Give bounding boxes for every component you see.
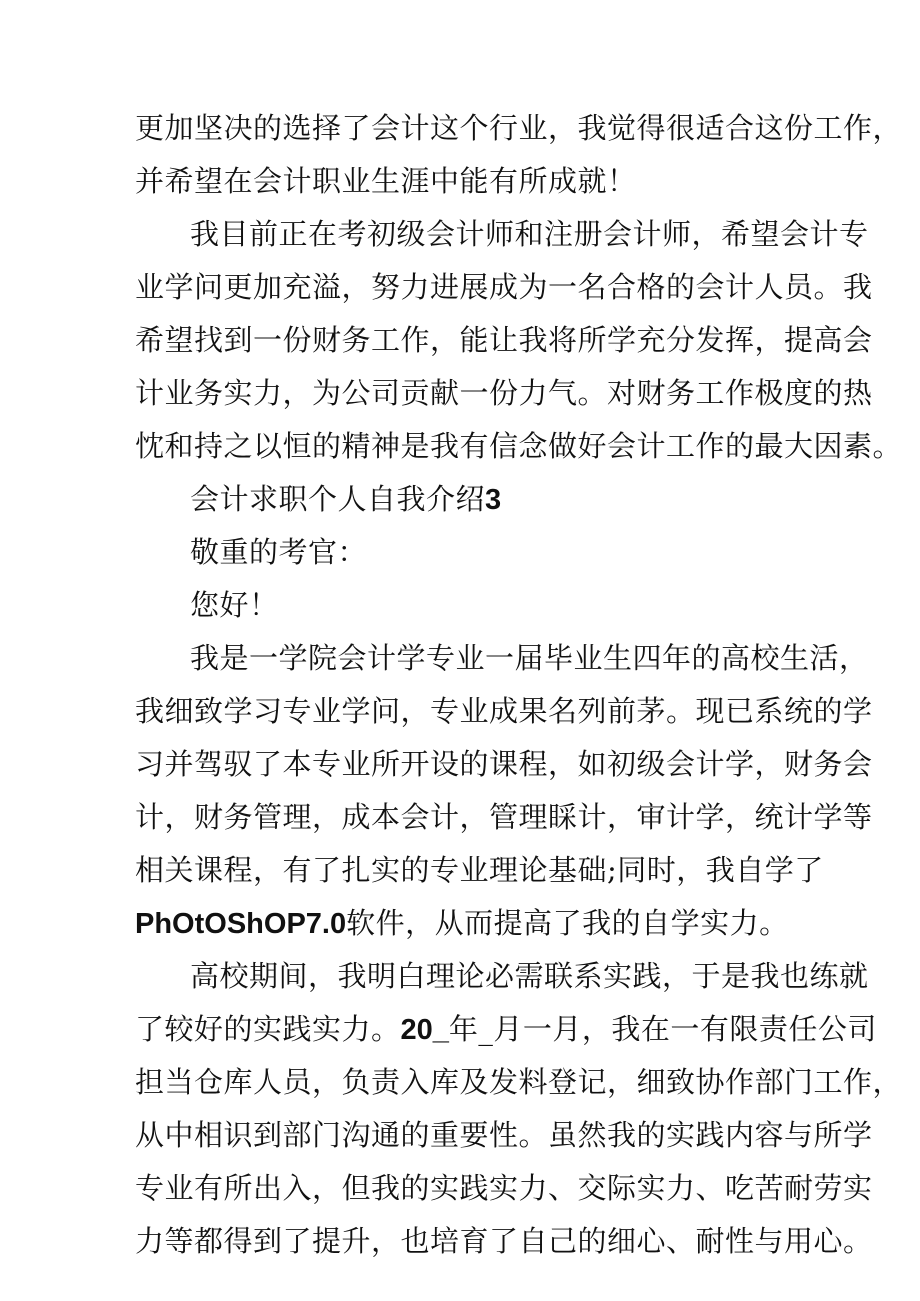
text-run: 软件，从而提高了我的自学实力。 [346,906,789,940]
text-line-12 [135,687,873,735]
software-name: PhOtOShOP7.0 [135,908,347,940]
text-run: 习并驾驭了本专业所开设的课程，如初级会计学，财务会 [135,747,873,781]
text-run: 忱和持之以恒的精神是我有信念做好会计工作的最大因素。 [135,429,903,463]
text-line-15 [135,846,835,894]
text-line-4 [135,263,873,311]
heading-text: 会计求职个人自我介绍 [190,482,486,516]
text-run: 您好！ [190,588,279,622]
year-value: 20_ [400,1014,449,1046]
text-run: 相关课程，有了扎实的专业理论基础;同时，我自学了 [135,853,824,887]
text-run: 我目前正在考初级会计师和注册会计师，希望会计专 [190,217,869,251]
text-line-2 [135,157,835,205]
text-line-19 [135,1058,903,1106]
text-run: 并希望在会计职业生涯中能有所成就！ [135,164,637,198]
text-run: 更加坚决的选择了会计这个行业，我觉得很适合这份工作， [135,111,903,145]
text-line-6 [135,369,873,417]
text-run: 专业有所出入，但我的实践实力、交际实力、吃苦耐劳实 [135,1171,873,1205]
text-line-1 [135,104,903,152]
text-line-5 [135,316,873,364]
text-run: 力等都得到了提升，也培育了自己的细心、耐性与用心。 [135,1224,873,1258]
text-run: 敬重的考官： [190,535,368,569]
text-line-7 [135,422,903,470]
text-line-13 [135,740,873,788]
text-line-21 [135,1164,873,1212]
text-run: 从中相识到部门沟通的重要性。虽然我的实践内容与所学 [135,1118,873,1152]
text-line-20 [135,1111,873,1159]
text-line-14 [135,793,873,841]
text-run: 了较好的实践实力。 [135,1012,401,1046]
text-line-11 [190,634,890,682]
text-run: 计，财务管理，成本会计，管理睬计，审计学，统计学等 [135,800,873,834]
text-run: 担当仓库人员，负责入库及发料登记，细致协作部门工作， [135,1065,903,1099]
text-run: 希望找到一份财务工作，能让我将所学充分发挥，提高会 [135,323,873,357]
text-line-22 [135,1217,873,1265]
text-run: 我是一学院会计学专业一届毕业生四年的高校生活， [190,641,869,675]
text-run: 高校期间，我明白理论必需联系实践，于是我也练就 [190,959,869,993]
text-line-16 [135,899,835,947]
text-run: 我细致学习专业学问，专业成果名列前茅。现已系统的学 [135,694,873,728]
text-run: 计业务实力，为公司贡献一份力气。对财务工作极度的热 [135,376,873,410]
text-run: 业学问更加充溢，努力进展成为一名合格的会计人员。我 [135,270,873,304]
salutation [190,528,890,576]
text-line-18 [135,1005,877,1053]
section-heading [190,475,890,523]
heading-number: 3 [485,484,502,516]
text-line-3 [190,210,890,258]
text-run: 年_月一月，我在一有限责任公司 [448,1012,877,1046]
text-line-17 [190,952,890,1000]
greeting [190,581,890,629]
